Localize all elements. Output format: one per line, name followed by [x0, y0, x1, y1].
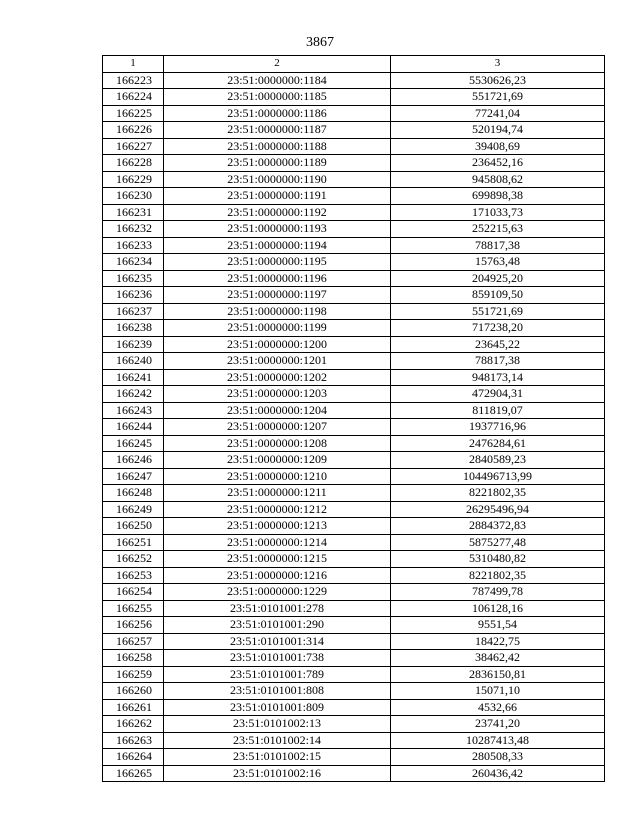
table-row	[103, 551, 605, 568]
cadastral-value-cell: 1937716,96	[391, 419, 605, 436]
row-number-cell: 166224	[103, 89, 164, 106]
cadastral-value-cell: 5875277,48	[391, 534, 605, 551]
cadastral-value-cell: 2840589,23	[391, 452, 605, 469]
table-row	[103, 518, 605, 535]
cadastral-value-cell: 4532,66	[391, 699, 605, 716]
table-row	[103, 650, 605, 667]
table-row	[103, 749, 605, 766]
row-number-cell: 166234	[103, 254, 164, 271]
cadastral-value-table	[102, 55, 605, 782]
row-number-cell: 166258	[103, 650, 164, 667]
page-number: 3867	[306, 35, 334, 50]
cadastral-value-cell: 18422,75	[391, 633, 605, 650]
table-row	[103, 716, 605, 733]
column-header-3: 3	[391, 56, 605, 73]
cadastral-number-cell: 23:51:0000000:1210	[164, 468, 391, 485]
row-number-cell: 166264	[103, 749, 164, 766]
cadastral-value-cell: 15071,10	[391, 683, 605, 700]
cadastral-number-cell: 23:51:0000000:1216	[164, 567, 391, 584]
cadastral-number-cell: 23:51:0101001:290	[164, 617, 391, 634]
row-number-cell: 166239	[103, 336, 164, 353]
cadastral-number-cell: 23:51:0000000:1189	[164, 155, 391, 172]
cadastral-value-cell: 77241,04	[391, 105, 605, 122]
table-row	[103, 765, 605, 782]
cadastral-value-cell: 945808,62	[391, 171, 605, 188]
table-row	[103, 320, 605, 337]
table-row	[103, 204, 605, 221]
table-row	[103, 402, 605, 419]
table-row	[103, 699, 605, 716]
cadastral-value-cell: 252215,63	[391, 221, 605, 238]
cadastral-number-cell: 23:51:0000000:1203	[164, 386, 391, 403]
cadastral-value-cell: 717238,20	[391, 320, 605, 337]
table-row	[103, 584, 605, 601]
cadastral-number-cell: 23:51:0000000:1186	[164, 105, 391, 122]
table-row	[103, 105, 605, 122]
cadastral-value-cell: 104496713,99	[391, 468, 605, 485]
row-number-cell: 166253	[103, 567, 164, 584]
row-number-cell: 166229	[103, 171, 164, 188]
cadastral-number-cell: 23:51:0000000:1213	[164, 518, 391, 535]
table-row	[103, 732, 605, 749]
cadastral-value-cell: 859109,50	[391, 287, 605, 304]
table-row	[103, 138, 605, 155]
cadastral-value-cell: 15763,48	[391, 254, 605, 271]
table-row	[103, 386, 605, 403]
cadastral-value-cell: 948173,14	[391, 369, 605, 386]
table-row	[103, 452, 605, 469]
cadastral-number-cell: 23:51:0101001:809	[164, 699, 391, 716]
cadastral-number-cell: 23:51:0000000:1184	[164, 72, 391, 89]
table-row	[103, 270, 605, 287]
column-header-1: 1	[103, 56, 164, 73]
table-row	[103, 188, 605, 205]
table-row	[103, 72, 605, 89]
cadastral-value-cell: 23645,22	[391, 336, 605, 353]
cadastral-value-cell: 520194,74	[391, 122, 605, 139]
table-row	[103, 171, 605, 188]
row-number-cell: 166251	[103, 534, 164, 551]
table-row	[103, 468, 605, 485]
cadastral-value-cell: 38462,42	[391, 650, 605, 667]
cadastral-value-cell: 171033,73	[391, 204, 605, 221]
cadastral-number-cell: 23:51:0000000:1208	[164, 435, 391, 452]
row-number-cell: 166226	[103, 122, 164, 139]
row-number-cell: 166243	[103, 402, 164, 419]
row-number-cell: 166240	[103, 353, 164, 370]
table-row	[103, 369, 605, 386]
table-row	[103, 534, 605, 551]
cadastral-number-cell: 23:51:0101001:278	[164, 600, 391, 617]
row-number-cell: 166250	[103, 518, 164, 535]
table-row	[103, 501, 605, 518]
cadastral-number-cell: 23:51:0101001:738	[164, 650, 391, 667]
row-number-cell: 166255	[103, 600, 164, 617]
cadastral-value-cell: 10287413,48	[391, 732, 605, 749]
cadastral-value-cell: 2476284,61	[391, 435, 605, 452]
cadastral-number-cell: 23:51:0000000:1202	[164, 369, 391, 386]
cadastral-number-cell: 23:51:0000000:1192	[164, 204, 391, 221]
cadastral-number-cell: 23:51:0101002:13	[164, 716, 391, 733]
cadastral-value-cell: 787499,78	[391, 584, 605, 601]
row-number-cell: 166223	[103, 72, 164, 89]
row-number-cell: 166262	[103, 716, 164, 733]
cadastral-number-cell: 23:51:0000000:1193	[164, 221, 391, 238]
cadastral-value-cell: 39408,69	[391, 138, 605, 155]
cadastral-number-cell: 23:51:0000000:1209	[164, 452, 391, 469]
cadastral-value-cell: 23741,20	[391, 716, 605, 733]
cadastral-number-cell: 23:51:0000000:1207	[164, 419, 391, 436]
cadastral-value-cell: 78817,38	[391, 353, 605, 370]
cadastral-value-cell: 551721,69	[391, 89, 605, 106]
table-row	[103, 419, 605, 436]
row-number-cell: 166237	[103, 303, 164, 320]
row-number-cell: 166238	[103, 320, 164, 337]
table-row	[103, 221, 605, 238]
cadastral-value-cell: 26295496,94	[391, 501, 605, 518]
cadastral-number-cell: 23:51:0000000:1211	[164, 485, 391, 502]
row-number-cell: 166232	[103, 221, 164, 238]
row-number-cell: 166259	[103, 666, 164, 683]
cadastral-number-cell: 23:51:0000000:1194	[164, 237, 391, 254]
cadastral-value-cell: 811819,07	[391, 402, 605, 419]
table-row	[103, 666, 605, 683]
cadastral-value-cell: 9551,54	[391, 617, 605, 634]
row-number-cell: 166261	[103, 699, 164, 716]
cadastral-number-cell: 23:51:0000000:1188	[164, 138, 391, 155]
table-row	[103, 353, 605, 370]
table-row	[103, 303, 605, 320]
cadastral-number-cell: 23:51:0101002:14	[164, 732, 391, 749]
row-number-cell: 166263	[103, 732, 164, 749]
row-number-cell: 166247	[103, 468, 164, 485]
cadastral-value-cell: 472904,31	[391, 386, 605, 403]
cadastral-value-cell: 2884372,83	[391, 518, 605, 535]
row-number-cell: 166233	[103, 237, 164, 254]
row-number-cell: 166230	[103, 188, 164, 205]
cadastral-number-cell: 23:51:0101001:314	[164, 633, 391, 650]
cadastral-number-cell: 23:51:0000000:1204	[164, 402, 391, 419]
cadastral-number-cell: 23:51:0000000:1190	[164, 171, 391, 188]
cadastral-value-cell: 5530626,23	[391, 72, 605, 89]
cadastral-number-cell: 23:51:0000000:1195	[164, 254, 391, 271]
cadastral-value-cell: 8221802,35	[391, 485, 605, 502]
cadastral-number-cell: 23:51:0101002:15	[164, 749, 391, 766]
column-header-2: 2	[164, 56, 391, 73]
row-number-cell: 166231	[103, 204, 164, 221]
table-row	[103, 567, 605, 584]
table-row	[103, 485, 605, 502]
row-number-cell: 166235	[103, 270, 164, 287]
cadastral-number-cell: 23:51:0101001:808	[164, 683, 391, 700]
table-header	[103, 56, 605, 73]
table-row	[103, 683, 605, 700]
table-row	[103, 435, 605, 452]
row-number-cell: 166241	[103, 369, 164, 386]
cadastral-number-cell: 23:51:0000000:1196	[164, 270, 391, 287]
row-number-cell: 166225	[103, 105, 164, 122]
cadastral-number-cell: 23:51:0000000:1185	[164, 89, 391, 106]
cadastral-number-cell: 23:51:0000000:1197	[164, 287, 391, 304]
table-row	[103, 155, 605, 172]
cadastral-number-cell: 23:51:0000000:1200	[164, 336, 391, 353]
cadastral-number-cell: 23:51:0000000:1212	[164, 501, 391, 518]
header-row	[103, 56, 605, 73]
table-row	[103, 336, 605, 353]
row-number-cell: 166257	[103, 633, 164, 650]
row-number-cell: 166248	[103, 485, 164, 502]
cadastral-value-cell: 551721,69	[391, 303, 605, 320]
cadastral-value-cell: 204925,20	[391, 270, 605, 287]
cadastral-number-cell: 23:51:0000000:1201	[164, 353, 391, 370]
row-number-cell: 166228	[103, 155, 164, 172]
table-row	[103, 89, 605, 106]
table-row	[103, 633, 605, 650]
cadastral-number-cell: 23:51:0101002:16	[164, 765, 391, 782]
cadastral-value-cell: 236452,16	[391, 155, 605, 172]
row-number-cell: 166242	[103, 386, 164, 403]
cadastral-number-cell: 23:51:0000000:1198	[164, 303, 391, 320]
row-number-cell: 166260	[103, 683, 164, 700]
cadastral-value-cell: 5310480,82	[391, 551, 605, 568]
cadastral-value-cell: 8221802,35	[391, 567, 605, 584]
row-number-cell: 166245	[103, 435, 164, 452]
cadastral-value-cell: 2836150,81	[391, 666, 605, 683]
row-number-cell: 166265	[103, 765, 164, 782]
cadastral-number-cell: 23:51:0000000:1215	[164, 551, 391, 568]
table-row	[103, 122, 605, 139]
table-body	[103, 72, 605, 782]
cadastral-number-cell: 23:51:0000000:1199	[164, 320, 391, 337]
table-row	[103, 600, 605, 617]
table-row	[103, 617, 605, 634]
cadastral-number-cell: 23:51:0000000:1214	[164, 534, 391, 551]
table-row	[103, 254, 605, 271]
cadastral-value-cell: 78817,38	[391, 237, 605, 254]
cadastral-number-cell: 23:51:0000000:1229	[164, 584, 391, 601]
row-number-cell: 166236	[103, 287, 164, 304]
cadastral-number-cell: 23:51:0000000:1191	[164, 188, 391, 205]
cadastral-number-cell: 23:51:0000000:1187	[164, 122, 391, 139]
cadastral-number-cell: 23:51:0101001:789	[164, 666, 391, 683]
cadastral-value-cell: 280508,33	[391, 749, 605, 766]
row-number-cell: 166249	[103, 501, 164, 518]
row-number-cell: 166227	[103, 138, 164, 155]
row-number-cell: 166244	[103, 419, 164, 436]
row-number-cell: 166256	[103, 617, 164, 634]
row-number-cell: 166246	[103, 452, 164, 469]
row-number-cell: 166252	[103, 551, 164, 568]
cadastral-value-cell: 699898,38	[391, 188, 605, 205]
cadastral-value-cell: 106128,16	[391, 600, 605, 617]
table-row	[103, 287, 605, 304]
cadastral-value-cell: 260436,42	[391, 765, 605, 782]
row-number-cell: 166254	[103, 584, 164, 601]
table-row	[103, 237, 605, 254]
